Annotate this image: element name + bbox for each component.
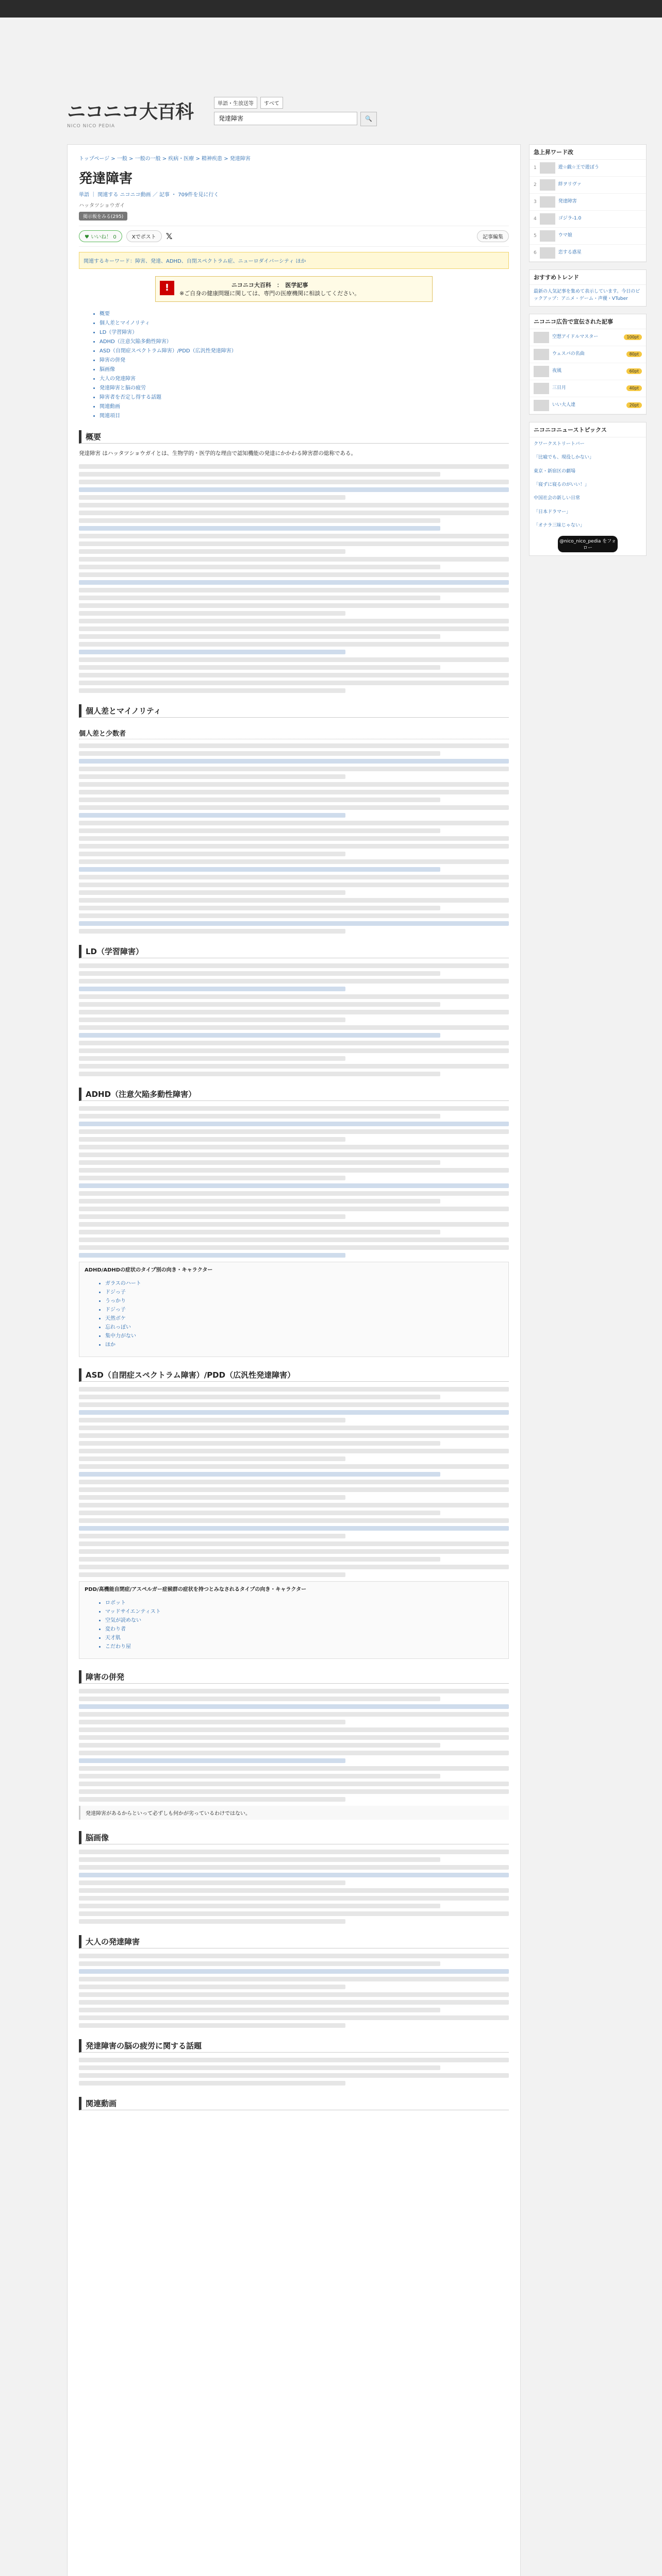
section-heading: 障害の併発 [79,1670,509,1684]
panel-heading: ニコニコ広告で宣伝された記事 [529,314,646,329]
ad-panel [529,314,647,415]
toc-item[interactable]: • ADHD（注意欠陥多動性障害） [100,337,509,345]
topic-link[interactable]: クワークストリートバー [534,441,585,447]
panel-heading: ニコニコニューストピックス [529,422,646,437]
follow-button[interactable]: @nico_nico_pedia をフォロー [558,536,618,552]
section-heading: 脳画像 [79,1831,509,1844]
breadcrumb[interactable]: トップページ > 一般 > 一般の一般 > 疾病・医療 > 精神疾患 > 発達障害 [79,156,251,162]
toc-item[interactable]: • ASD（自閉症スペクトラム障害）/PDD（広汎性発達障害） [100,346,509,354]
article-main [67,144,521,2576]
list-item[interactable]: • 空気が読めない [105,1616,503,1623]
list-item[interactable]: • 天才肌 [105,1633,503,1641]
toc-item[interactable]: • 障害者を否定し得する話題 [100,393,509,400]
list-item[interactable]: • 変わり者 [105,1624,503,1632]
like-button[interactable]: ♥ いいね！ 0 [79,230,122,242]
heart-icon: ♥ [85,234,89,240]
list-item[interactable]: • 忘れっぽい [105,1323,503,1330]
list-heading: ADHD/ADHDの症状のタイプ別の向き・キャラクター [85,1267,213,1273]
warning-title: ニコニコ大百科 ： 医学記事 [231,282,308,289]
ranking-item[interactable]: 6 恋する惑星 [529,245,646,262]
ranking-item[interactable]: 1 遊☆戯☆王で遊ぼう [529,160,646,177]
text-block [79,743,509,934]
ad-item[interactable]: 三日月 40pt [529,380,646,397]
ad-item[interactable]: 夜風 60pt [529,363,646,380]
search-scope-select[interactable]: 単語・生放送等 [214,97,257,109]
section-heading: LD（学習障害） [79,945,509,958]
related-keywords-notice[interactable]: 関連するキーワード：障害、発達、ADHD、自閉スペクトラム症、ニューロダイバーシティ ほか [79,252,509,269]
bbs-tag[interactable]: 掲示板をみる(295) [79,212,127,221]
article-actions [79,226,509,247]
list-item[interactable]: • ほか [105,1340,503,1348]
section-heading: 概要 [79,430,509,444]
medical-warning [155,276,433,302]
asd-character-list [79,1581,509,1659]
list-item[interactable]: • うっかり [105,1296,503,1304]
panel-heading: おすすめトレンド [529,270,646,285]
list-item[interactable]: • こだわり屋 [105,1642,503,1650]
toc-item[interactable]: • 関連動画 [100,402,509,410]
topic-link[interactable]: 東京・新宿区の劇場 [534,468,576,474]
list-item[interactable]: • ガラスのハート [105,1279,503,1286]
toc-item[interactable]: • LD（学習障害） [100,328,509,335]
text-block [79,1954,509,2028]
ad-item[interactable]: ウェスパの名曲 80pt [529,346,646,363]
adhd-character-list [79,1262,509,1357]
topic-link[interactable]: 中国社会の新しい日常 [534,496,581,501]
news-topics-panel [529,422,647,556]
text-block [79,1387,509,1577]
list-item[interactable]: • 集中力がない [105,1331,503,1339]
x-logo-icon[interactable]: 𝕏 [166,231,173,241]
lead-paragraph: 発達障害 はハッタツショウガイとは、生物学的・医学的な理由で認知機能の発達にかかわる障害群の総称である。 [79,450,356,456]
search-area [214,97,377,129]
ranking-item[interactable]: 3 発達障害 [529,194,646,211]
ranking-item[interactable]: 5 ウマ娘 [529,228,646,245]
topic-link[interactable]: 「寝ずに寝るのがいい！」 [534,482,590,487]
warning-icon: ! [160,281,174,295]
trend-panel [529,269,647,307]
subsection-heading: 個人差と少数者 [79,727,509,739]
panel-heading: 急上昇ワード改 [529,145,646,160]
ranking-item[interactable]: 4 ゴジラ-1.0 [529,211,646,228]
page-title: 発達障害 [79,171,133,187]
search-input[interactable] [214,112,357,125]
warning-body: ※ご自身の健康問題に関しては、専門の医療機関に相談してください。 [179,290,360,297]
section-heading: ADHD（注意欠陥多動性障害） [79,1088,509,1101]
list-heading: PDD/高機能自閉症/アスペルガー症候群の症状を持つとみなされるタイプの向き・キャラクター [85,1586,307,1592]
site-logo[interactable] [67,97,193,129]
list-item[interactable]: • 天然ボケ [105,1314,503,1321]
logo-text: ニコニコ大百科 [67,101,194,122]
section-heading: 発達障害の脳の疲労に関する話題 [79,2039,509,2053]
toc-item[interactable]: • 脳画像 [100,365,509,372]
section-heading: 関連動画 [79,2097,509,2110]
table-of-contents [79,309,509,419]
toc-item[interactable]: • 障害の併発 [100,355,509,363]
trend-text[interactable]: 最新の人気記事を集めて表示しています。今日のピックアップ：アニメ・ゲーム・声優・VTuber [534,289,640,302]
text-block [79,963,509,1076]
list-item[interactable]: • マッドサイエンティスト [105,1607,503,1615]
topic-link[interactable]: 「日本ドラマー」 [534,509,571,515]
section-heading: 大人の発達障害 [79,1935,509,1948]
text-block [79,2058,509,2086]
share-x-button[interactable]: Xでポスト [126,230,162,242]
section-heading: 個人差とマイノリティ [79,704,509,718]
text-block [79,1850,509,1924]
list-item[interactable]: • ドジっ子 [105,1305,503,1313]
edit-button[interactable]: 記事編集 [477,230,509,242]
ad-item[interactable]: いい大人達 20pt [529,397,646,414]
topic-link[interactable]: 「オナラ三昧じゃない」 [534,523,585,529]
ranking-panel [529,144,647,262]
topic-link[interactable]: 「比喩でも、現役しかない」 [534,455,594,461]
text-block [79,1106,509,1258]
toc-item[interactable]: • 大人の発達障害 [100,374,509,382]
ad-item[interactable]: 空想アイドルマスター 100pt [529,329,646,346]
site-header [67,91,595,135]
toc-item[interactable]: • 概要 [100,309,509,317]
text-block [79,464,509,693]
global-top-bar [0,0,662,18]
search-icon[interactable]: 🔍 [360,112,377,126]
toc-item[interactable]: • 発達障害と脳の疲労 [100,383,509,391]
toc-item[interactable]: • 個人差とマイノリティ [100,318,509,326]
search-target-select[interactable]: すべて [260,97,283,109]
list-item[interactable]: • ドジっ子 [105,1287,503,1295]
ranking-item[interactable]: 2 絆ヲリヴァ [529,177,646,194]
toc-item[interactable]: • 関連項目 [100,411,509,419]
text-block [79,1689,509,1802]
logo-subtext: NICO NICO PEDIA [67,123,115,129]
section-heading: ASD（自閉症スペクトラム障害）/PDD（広汎性発達障害） [79,1368,509,1382]
quote-block: 発達障害があるからといって必ずしも何かが劣っているわけではない。 [79,1806,509,1820]
list-item[interactable]: • ロボット [105,1598,503,1606]
article-reading: ハッタツショウガイ [79,203,125,209]
sidebar [529,144,647,563]
article-meta-link[interactable]: 単語 ｜ 関連する ニコニコ動画 ／ 記事 ・ 709件を見に行く [79,192,219,198]
